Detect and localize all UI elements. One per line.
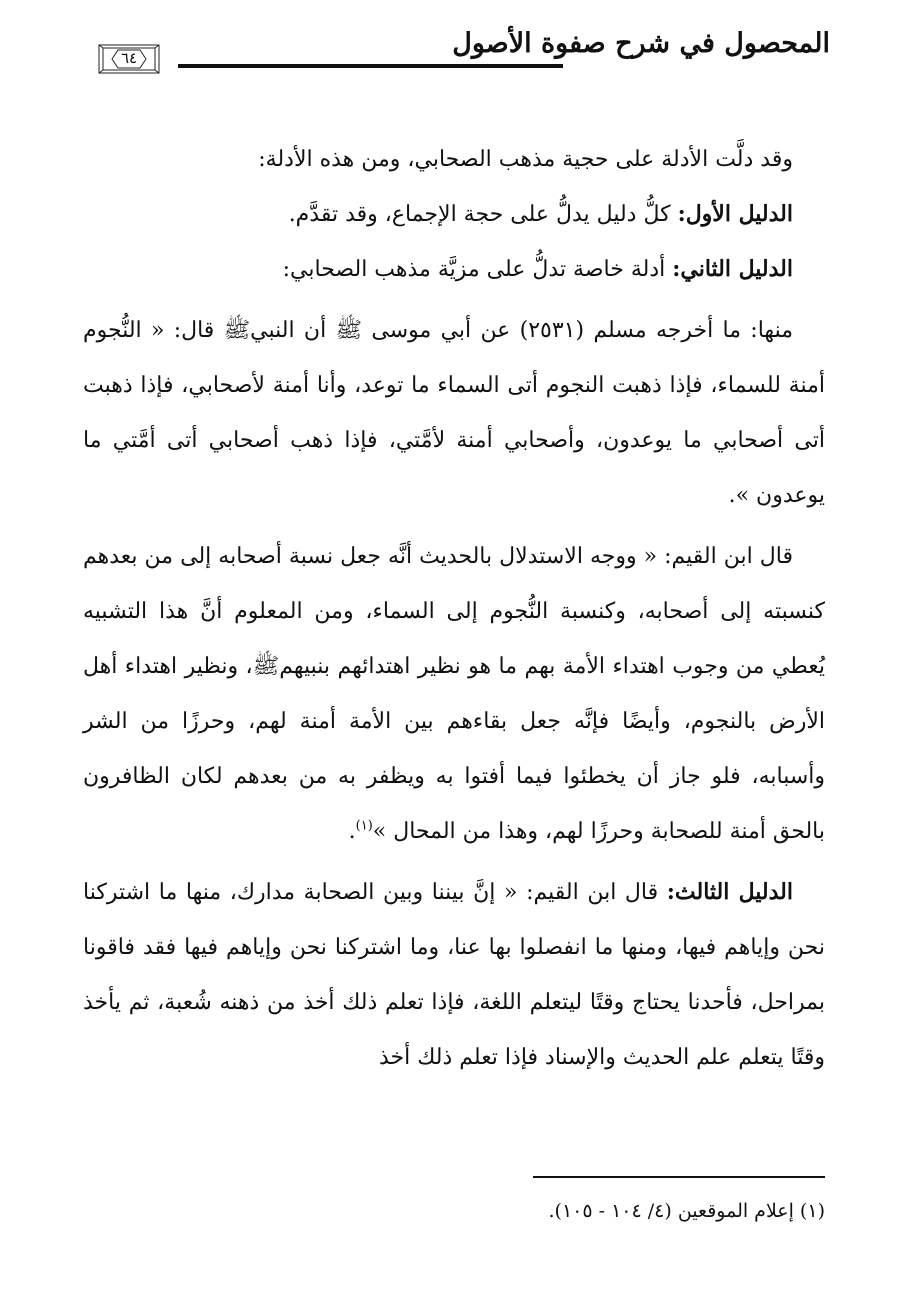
page-number: ٦٤	[120, 49, 138, 67]
paragraph-trail: .	[348, 819, 356, 844]
paragraph-second-proof	[83, 242, 825, 297]
paragraph-text: كلُّ دليل يدلُّ على حجة الإجماع، وقد تقدَّم.	[288, 202, 678, 227]
paragraph-intro	[83, 132, 825, 187]
paragraph-text: وقد دلَّت الأدلة على حجية مذهب الصحابي، ومن هذه الأدلة:	[258, 147, 793, 172]
running-header	[90, 24, 830, 74]
paragraph-lead: الدليل الأول:	[677, 201, 793, 227]
book-title: المحصول في شرح صفوة الأصول	[452, 28, 830, 59]
header-rule	[178, 64, 563, 68]
paragraph-text: أدلة خاصة تدلُّ على مزيَّة مذهب الصحابي:	[282, 257, 673, 282]
paragraph-third-proof	[83, 865, 825, 1085]
paragraph-ibn-qayyim-quote	[83, 529, 825, 859]
paragraph-lead: الدليل الثاني:	[672, 256, 793, 282]
paragraph-text: منها: ما أخرجه مسلم (٢٥٣١) عن أبي موسى ﷺ أن النبيﷺ قال: « النُّجوم أمنة للسماء، فإذا ذهبت النجوم أتى السماء ما توعد، وأنا أمنة لأصحابي، فإذا ذهبت أتى أصحابي ما يوعدون، وأصحابي أمنة لأمَّتي، فإذا ذهب أصحابي أتى أمَّتي ما يوعدون ».	[83, 318, 825, 508]
paragraph-first-proof	[83, 187, 825, 242]
paragraph-hadith	[83, 303, 825, 523]
footnote: (١) إعلام الموقعين (٤/ ١٠٤ - ١٠٥).	[548, 1200, 825, 1222]
paragraph-lead: الدليل الثالث:	[666, 879, 793, 905]
paragraph-text: قال ابن القيم: « إنَّ بيننا وبين الصحابة مدارك، منها ما اشتركنا نحن وإياهم فيها، ومنها ما انفصلوا بها عنا، وما اشتركنا نحن وإياهم فيها فقد فاقونا بمراحل، فأحدنا يحتاج وقتًا ليتعلم اللغة، فإذا تعلم ذلك أخذ من ذهنه شُعبة، ثم يأخذ وقتًا يتعلم علم الحديث والإسناد فإذا تعلم ذلك أخذ	[83, 880, 825, 1070]
page-number-frame	[98, 44, 160, 74]
main-text	[83, 132, 825, 1085]
footnote-reference[interactable]: (١)	[355, 818, 373, 834]
footnote-separator	[533, 1176, 825, 1178]
paragraph-text: قال ابن القيم: « ووجه الاستدلال بالحديث أنَّه جعل نسبة أصحابه إلى من بعدهم كنسبته إلى أصحابه، وكنسبة النُّجوم إلى السماء، ومن المعلوم أنَّ هذا التشبيه يُعطي من وجوب اهتداء الأمة بهم ما هو نظير اهتدائهم بنبيهمﷺ، ونظير اهتداء أهل الأرض بالنجوم، وأيضًا فإنَّه جعل بقاءهم بين الأمة أمنة لهم، وحرزًا من الشر وأسبابه، فلو جاز أن يخطئوا فيما أفتوا به ويظفر به من بعدهم لكان الظافرون بالحق أمنة للصحابة وحرزًا لهم، وهذا من المحال »	[83, 544, 825, 844]
